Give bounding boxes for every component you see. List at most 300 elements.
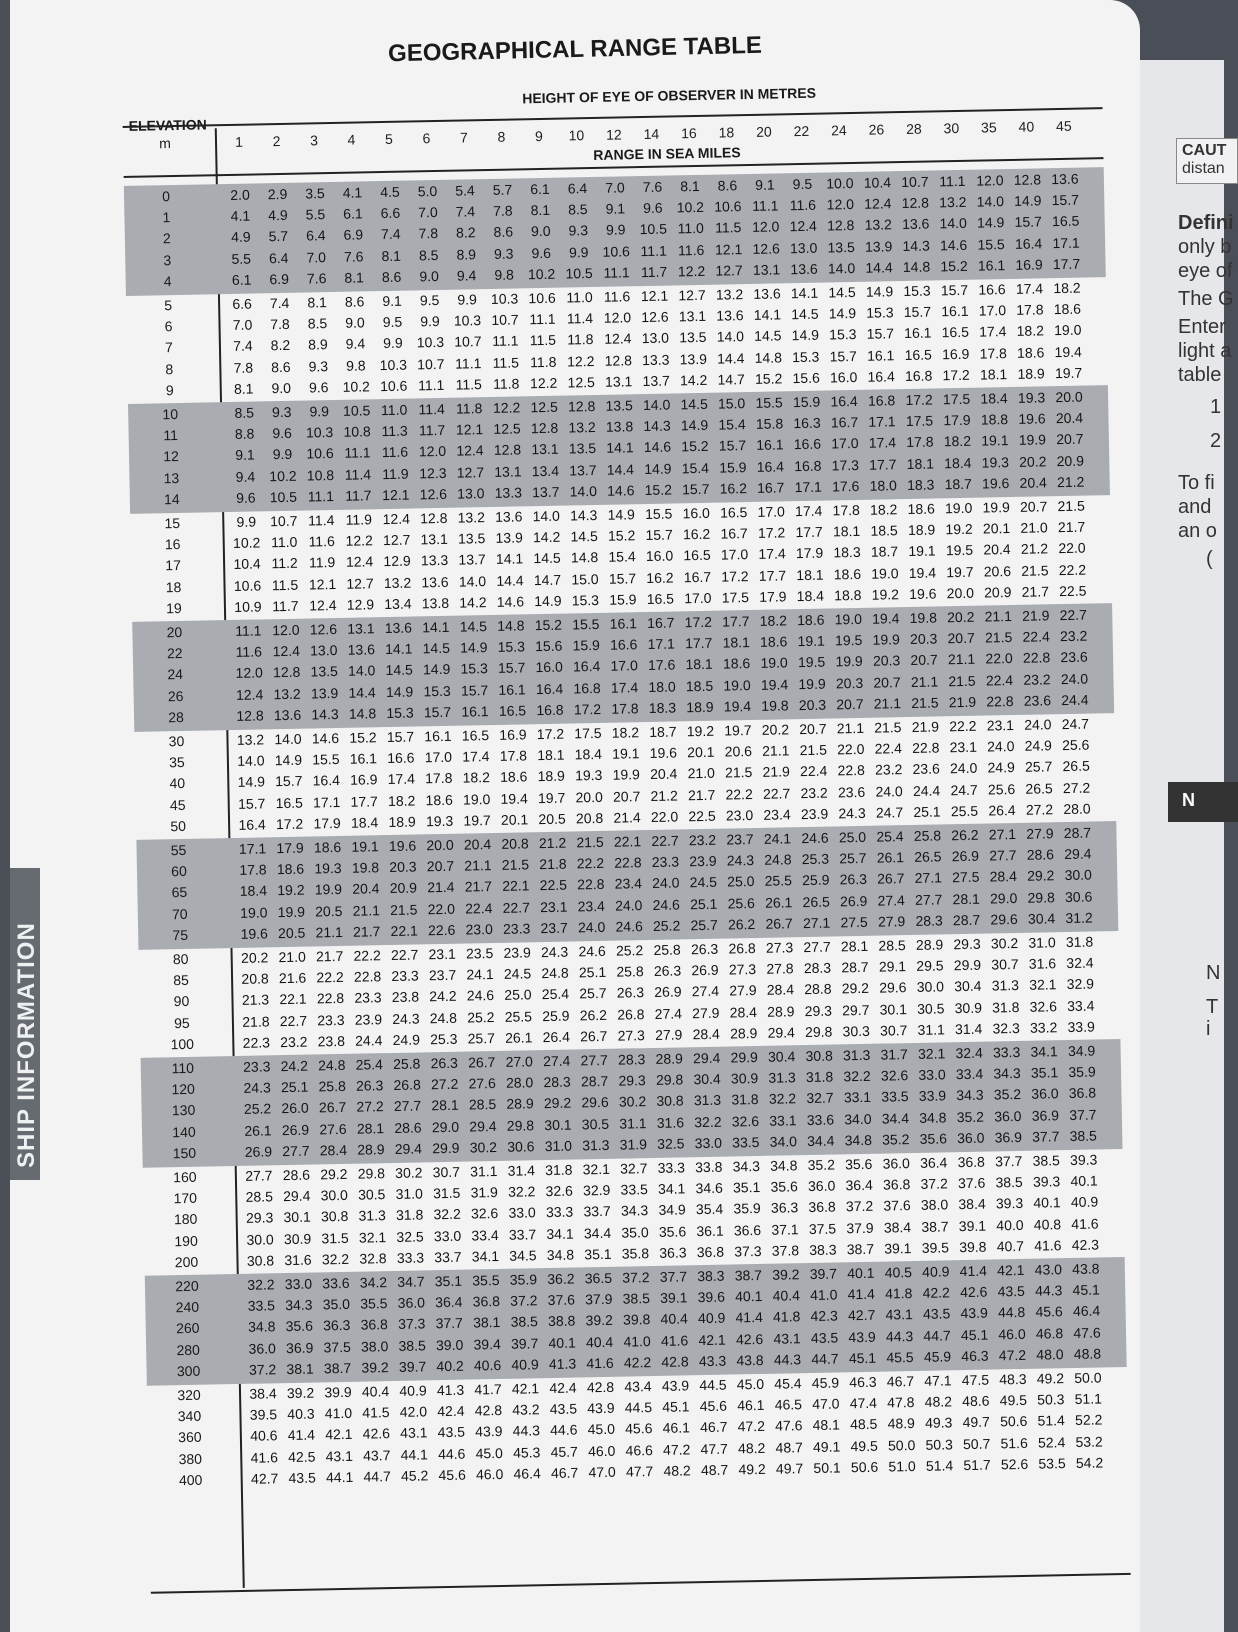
range-cell: 10.7: [491, 311, 519, 329]
range-cell: 30.9: [954, 999, 983, 1016]
range-cell: 44.1: [325, 1468, 354, 1486]
range-cell: 28.7: [952, 911, 981, 928]
range-cell: 16.7: [830, 414, 859, 431]
height-header: 30: [943, 119, 960, 137]
range-cell: 29.4: [767, 1024, 795, 1041]
range-cell: 5.7: [492, 181, 513, 198]
range-cell: 15.3: [460, 660, 488, 677]
range-cell: 15.2: [607, 527, 636, 544]
range-cell: 9.5: [382, 313, 403, 331]
range-cell: 11.9: [345, 511, 373, 528]
range-cell: 28.6: [282, 1166, 311, 1184]
range-cell: 22.4: [874, 740, 903, 757]
range-cell: 12.4: [864, 195, 892, 212]
elevation-value: 90: [173, 993, 190, 1010]
range-cell: 43.1: [773, 1329, 801, 1347]
range-cell: 33.0: [508, 1204, 536, 1222]
range-cell: 21.2: [538, 834, 567, 852]
range-cell: 53.2: [1075, 1433, 1103, 1450]
range-cell: 24.4: [1061, 691, 1089, 708]
range-cell: 35.2: [807, 1156, 836, 1174]
range-cell: 16.5: [461, 727, 490, 744]
range-cell: 47.8: [887, 1394, 915, 1411]
range-cell: 15.3: [386, 704, 414, 721]
range-cell: 51.0: [888, 1457, 916, 1475]
range-cell: 45.2: [400, 1467, 429, 1484]
range-cell: 21.9: [911, 718, 940, 735]
range-cell: 46.1: [662, 1419, 691, 1437]
elevation-value: 110: [171, 1059, 195, 1077]
range-cell: 9.5: [419, 291, 440, 309]
range-cell: 20.9: [1056, 452, 1085, 469]
range-cell: 13.6: [421, 573, 449, 590]
range-cell: 20.5: [538, 810, 566, 827]
elevation-value: 380: [178, 1450, 203, 1467]
range-cell: 25.7: [839, 850, 867, 867]
range-cell: 15.7: [681, 480, 710, 498]
range-cell: 50.6: [999, 1413, 1028, 1430]
range-cell: 17.1: [1052, 234, 1080, 251]
range-cell: 26.5: [802, 893, 830, 910]
range-cell: 40.9: [1070, 1193, 1099, 1211]
range-cell: 8.5: [418, 246, 439, 263]
range-cell: 42.7: [250, 1470, 279, 1487]
range-cell: 30.5: [581, 1115, 610, 1132]
row-band: [136, 821, 1118, 950]
range-cell: 21.1: [947, 651, 976, 668]
range-cell: 12.0: [826, 196, 855, 213]
range-cell: 12.2: [567, 352, 595, 370]
range-cell: 11.6: [789, 196, 817, 214]
range-cell: 11.6: [308, 533, 335, 550]
range-cell: 12.7: [715, 261, 743, 279]
range-cell: 20.0: [946, 584, 975, 602]
document-page: [10, 0, 1140, 1632]
range-cell: 12.8: [604, 351, 633, 369]
range-cell: 39.7: [809, 1265, 838, 1283]
range-cell: 19.6: [240, 925, 268, 942]
range-cell: 13.6: [716, 307, 744, 324]
range-cell: 40.9: [399, 1382, 427, 1399]
range-cell: 12.4: [604, 330, 632, 348]
notes-bar: [1168, 782, 1238, 822]
range-cell: 11.1: [752, 197, 779, 215]
range-cell: 39.8: [959, 1238, 987, 1255]
range-cell: 37.3: [397, 1315, 426, 1333]
range-cell: 17.2: [942, 366, 970, 384]
range-cell: 21.1: [762, 742, 790, 760]
range-cell: 19.0: [944, 499, 973, 517]
range-cell: 21.9: [1021, 607, 1050, 624]
range-cell: 33.4: [955, 1065, 984, 1083]
range-cell: 36.8: [472, 1293, 501, 1310]
range-cell: 30.2: [395, 1164, 423, 1181]
range-cell: 22.0: [985, 650, 1013, 667]
range-cell: 43.9: [848, 1328, 876, 1345]
range-cell: 31.3: [991, 977, 1020, 994]
range-cell: 8.9: [456, 245, 477, 263]
range-cell: 15.5: [312, 751, 340, 768]
range-cell: 13.2: [383, 574, 412, 591]
range-cell: 27.7: [989, 847, 1017, 864]
range-cell: 23.3: [354, 989, 382, 1007]
range-cell: 25.8: [653, 941, 681, 958]
range-cell: 16.1: [424, 727, 452, 745]
range-cell: 20.7: [873, 673, 901, 691]
range-cell: 10.6: [528, 289, 556, 307]
range-cell: 32.7: [620, 1160, 648, 1177]
range-cell: 17.2: [757, 524, 786, 542]
range-cell: 18.4: [980, 390, 1008, 407]
elevation-value: 360: [178, 1429, 202, 1446]
range-cell: 14.1: [753, 306, 782, 324]
range-cell: 32.2: [433, 1206, 461, 1223]
range-cell: 13.2: [236, 731, 265, 748]
range-cell: 12.8: [826, 217, 855, 234]
range-cell: 15.7: [1051, 191, 1080, 209]
elevation-value: 240: [175, 1298, 200, 1316]
range-cell: 31.0: [544, 1137, 573, 1154]
range-cell: 36.9: [285, 1339, 314, 1356]
range-cell: 22.1: [502, 877, 530, 895]
range-cell: 34.8: [844, 1131, 873, 1149]
range-cell: 22.8: [986, 692, 1014, 710]
range-cell: 18.6: [759, 633, 788, 651]
range-cell: 11.7: [272, 597, 299, 615]
range-cell: 38.8: [547, 1312, 576, 1330]
range-cell: 19.2: [871, 585, 900, 603]
range-cell: 45.5: [886, 1348, 914, 1366]
range-cell: 33.0: [284, 1275, 313, 1293]
range-cell: 18.1: [979, 365, 1008, 383]
range-cell: 48.7: [775, 1438, 803, 1456]
fragment-3: eye of: [1178, 260, 1233, 282]
fragment-6: light a: [1178, 340, 1232, 362]
range-cell: 27.3: [728, 961, 757, 978]
range-cell: 42.5: [287, 1448, 316, 1465]
range-cell: 33.3: [657, 1159, 686, 1176]
range-cell: 13.1: [347, 620, 375, 637]
range-cell: 21.9: [762, 763, 790, 781]
range-cell: 40.4: [772, 1287, 801, 1304]
range-cell: 19.9: [798, 675, 826, 692]
range-cell: 36.9: [994, 1128, 1023, 1146]
range-cell: 42.6: [362, 1425, 391, 1443]
elevation-value: 17: [165, 557, 182, 574]
range-cell: 15.5: [977, 235, 1005, 253]
range-cell: 40.7: [996, 1237, 1025, 1255]
range-cell: 23.4: [763, 806, 791, 823]
range-cell: 15.7: [940, 281, 969, 299]
range-cell: 23.6: [1060, 648, 1088, 666]
range-cell: 44.3: [885, 1327, 914, 1345]
range-cell: 51.1: [1074, 1390, 1103, 1408]
range-cell: 18.1: [685, 656, 713, 673]
range-cell: 19.9: [612, 766, 641, 784]
range-cell: 11.9: [308, 554, 336, 571]
range-cell: 15.2: [681, 438, 709, 455]
range-cell: 14.9: [680, 416, 709, 434]
range-cell: 7.8: [233, 359, 254, 376]
range-cell: 18.6: [797, 611, 825, 629]
range-cell: 16.1: [461, 702, 489, 720]
range-cell: 9.9: [605, 221, 626, 239]
range-cell: 36.3: [659, 1244, 687, 1261]
range-cell: 40.4: [660, 1310, 688, 1328]
range-cell: 32.2: [768, 1090, 797, 1108]
range-cell: 13.6: [901, 215, 930, 233]
height-header: 5: [384, 130, 394, 147]
range-cell: 37.5: [808, 1220, 837, 1237]
range-cell: 31.5: [321, 1229, 349, 1246]
elevation-value: 30: [168, 732, 185, 750]
range-cell: 48.9: [887, 1415, 916, 1432]
range-cell: 23.3: [242, 1058, 271, 1075]
range-cell: 23.2: [1059, 627, 1088, 645]
range-cell: 16.6: [609, 636, 638, 653]
range-cell: 17.4: [868, 434, 897, 452]
range-cell: 20.3: [798, 696, 827, 713]
range-cell: 30.6: [507, 1138, 535, 1155]
range-cell: 21.8: [539, 855, 567, 873]
range-cell: 25.5: [764, 872, 793, 890]
range-cell: 14.9: [534, 592, 562, 609]
range-cell: 43.0: [1034, 1261, 1063, 1278]
elevation-value: 75: [172, 926, 189, 943]
range-cell: 41.4: [735, 1309, 763, 1326]
range-cell: 51.6: [1000, 1434, 1028, 1451]
range-cell: 11.6: [381, 443, 409, 461]
range-cell: 29.4: [394, 1140, 423, 1157]
range-cell: 35.9: [733, 1200, 761, 1217]
range-cell: 51.4: [925, 1457, 954, 1474]
range-cell: 16.6: [793, 436, 822, 453]
range-cell: 30.3: [842, 1022, 870, 1040]
range-cell: 30.0: [916, 978, 945, 996]
range-cell: 12.1: [308, 575, 337, 593]
range-cell: 21.2: [1056, 473, 1085, 490]
range-cell: 38.5: [995, 1174, 1023, 1191]
range-cell: 19.0: [240, 903, 268, 921]
range-cell: 9.1: [755, 176, 775, 193]
range-cell: 37.7: [435, 1315, 464, 1332]
range-cell: 18.4: [350, 814, 379, 831]
range-cell: 27.5: [840, 913, 868, 931]
elevation-value: 130: [171, 1102, 196, 1119]
range-cell: 13.5: [568, 440, 597, 457]
range-cell: 23.8: [391, 988, 420, 1006]
row-band: [134, 712, 1116, 841]
range-cell: 20.3: [872, 652, 901, 670]
range-cell: 40.9: [697, 1310, 726, 1327]
range-cell: 7.8: [493, 202, 513, 220]
range-cell: 26.3: [839, 871, 868, 888]
range-cell: 21.1: [352, 901, 381, 919]
range-cell: 27.4: [877, 891, 905, 909]
range-cell: 26.3: [430, 1054, 459, 1072]
range-cell: 47.2: [998, 1346, 1027, 1364]
range-cell: 23.7: [726, 831, 754, 848]
range-cell: 15.4: [718, 416, 746, 433]
range-cell: 20.1: [687, 743, 715, 761]
range-cell: 20.8: [501, 835, 529, 852]
range-cell: 29.3: [953, 935, 981, 953]
range-cell: 34.1: [546, 1225, 574, 1242]
range-cell: 17.2: [684, 613, 713, 631]
range-cell: 20.7: [836, 695, 864, 713]
range-cell: 12.0: [751, 218, 780, 236]
range-cell: 14.0: [569, 482, 598, 500]
range-cell: 14.0: [827, 259, 856, 277]
range-cell: 39.1: [660, 1289, 688, 1307]
range-cell: 46.8: [1035, 1324, 1064, 1342]
range-cell: 26.4: [988, 801, 1016, 819]
range-cell: 9.6: [531, 244, 552, 261]
range-cell: 24.0: [986, 738, 1015, 755]
range-cell: 21.5: [911, 694, 939, 711]
height-header: 12: [605, 126, 622, 143]
range-cell: 47.7: [625, 1462, 654, 1480]
elevation-value: 8: [165, 360, 174, 377]
range-cell: 10.5: [342, 402, 371, 419]
range-cell: 30.0: [246, 1230, 274, 1248]
range-cell: 15.2: [534, 616, 563, 634]
range-cell: 16.0: [535, 659, 563, 676]
range-cell: 10.2: [676, 199, 705, 216]
range-cell: 19.0: [723, 676, 751, 694]
fragment-4: The G: [1178, 288, 1234, 310]
range-cell: 28.9: [915, 936, 944, 953]
range-cell: 25.5: [504, 1007, 533, 1025]
range-cell: 19.9: [277, 903, 306, 920]
range-cell: 27.8: [766, 960, 794, 977]
range-cell: 29.8: [804, 1023, 833, 1040]
range-cell: 30.4: [767, 1048, 796, 1065]
range-cell: 17.2: [721, 567, 749, 585]
range-cell: 5.7: [268, 228, 289, 245]
range-cell: 25.1: [578, 964, 607, 981]
range-cell: 8.2: [455, 224, 476, 242]
range-cell: 9.9: [457, 291, 477, 308]
range-cell: 35.6: [658, 1222, 687, 1240]
range-cell: 10.6: [379, 377, 408, 394]
range-cell: 41.0: [623, 1332, 651, 1350]
range-cell: 28.9: [729, 1024, 758, 1042]
range-cell: 8.5: [307, 315, 328, 332]
range-cell: 34.4: [881, 1109, 910, 1127]
range-cell: 32.5: [657, 1135, 685, 1152]
elevation-value: 12: [163, 448, 179, 465]
range-cell: 34.3: [620, 1202, 649, 1220]
range-cell: 21.5: [948, 672, 976, 689]
range-cell: 12.8: [530, 419, 559, 437]
range-cell: 19.5: [797, 653, 826, 671]
range-cell: 15.9: [609, 591, 637, 608]
range-cell: 23.4: [577, 897, 606, 914]
range-cell: 36.0: [807, 1177, 836, 1195]
range-cell: 35.9: [1068, 1063, 1096, 1081]
range-cell: 25.4: [876, 828, 904, 845]
range-cell: 35.6: [770, 1178, 798, 1195]
range-cell: 42.1: [325, 1426, 353, 1443]
range-cell: 39.2: [772, 1266, 800, 1283]
elevation-value: 24: [167, 666, 184, 683]
range-cell: 6.1: [530, 180, 550, 198]
range-cell: 40.1: [1070, 1172, 1098, 1190]
range-cell: 14.0: [939, 215, 967, 232]
range-cell: 30.4: [954, 978, 982, 995]
range-cell: 17.1: [238, 840, 267, 857]
range-cell: 10.2: [527, 265, 556, 283]
range-cell: 47.1: [924, 1372, 952, 1389]
range-cell: 27.7: [393, 1097, 422, 1115]
range-cell: 15.7: [903, 303, 932, 321]
range-cell: 13.9: [679, 350, 708, 367]
range-cell: 27.7: [282, 1142, 310, 1159]
range-cell: 31.9: [619, 1135, 648, 1153]
range-cell: 43.1: [400, 1424, 428, 1442]
range-cell: 39.4: [473, 1335, 501, 1353]
range-cell: 15.7: [645, 526, 673, 544]
range-cell: 18.3: [906, 476, 935, 493]
range-cell: 27.5: [951, 869, 980, 886]
range-cell: 11.1: [455, 354, 482, 372]
range-cell: 44.1: [400, 1445, 429, 1463]
range-cell: 33.4: [1066, 997, 1095, 1014]
range-cell: 29.3: [804, 1002, 833, 1019]
range-cell: 17.7: [1052, 255, 1081, 272]
range-cell: 16.7: [720, 525, 748, 542]
range-cell: 30.9: [283, 1230, 312, 1247]
range-cell: 9.6: [642, 199, 663, 217]
range-cell: 26.1: [244, 1121, 272, 1139]
range-cell: 18.6: [425, 791, 453, 808]
range-cell: 25.7: [1024, 758, 1053, 776]
range-cell: 43.5: [437, 1424, 466, 1441]
range-cell: 18.2: [462, 769, 491, 786]
range-cell: 24.6: [801, 829, 829, 847]
range-cell: 34.3: [285, 1296, 313, 1314]
range-cell: 30.1: [879, 1000, 908, 1018]
range-cell: 21.1: [873, 694, 902, 712]
range-cell: 44.8: [997, 1304, 1026, 1321]
range-cell: 49.7: [962, 1413, 991, 1431]
range-cell: 19.3: [425, 812, 454, 830]
range-cell: 11.5: [455, 375, 482, 393]
range-cell: 13.2: [939, 193, 967, 211]
range-cell: 10.7: [270, 512, 298, 530]
range-cell: 15.7: [718, 437, 747, 454]
elevation-value: 300: [176, 1362, 201, 1379]
range-cell: 37.2: [510, 1292, 538, 1309]
height-header: 14: [643, 125, 660, 142]
range-cell: 12.6: [752, 239, 780, 257]
range-cell: 29.8: [655, 1071, 684, 1089]
range-cell: 35.1: [732, 1179, 761, 1196]
range-cell: 13.2: [457, 509, 486, 526]
range-cell: 16.5: [941, 324, 970, 341]
range-cell: 24.2: [429, 988, 457, 1005]
range-cell: 36.0: [994, 1107, 1022, 1125]
range-cell: 47.7: [700, 1440, 728, 1457]
range-cell: 25.6: [727, 894, 755, 912]
range-cell: 10.4: [863, 174, 892, 191]
range-cell: 35.2: [956, 1108, 985, 1125]
range-cell: 14.3: [643, 417, 671, 435]
range-cell: 2.9: [267, 185, 288, 203]
range-cell: 35.6: [285, 1317, 314, 1335]
elevation-value: 16: [164, 536, 181, 553]
